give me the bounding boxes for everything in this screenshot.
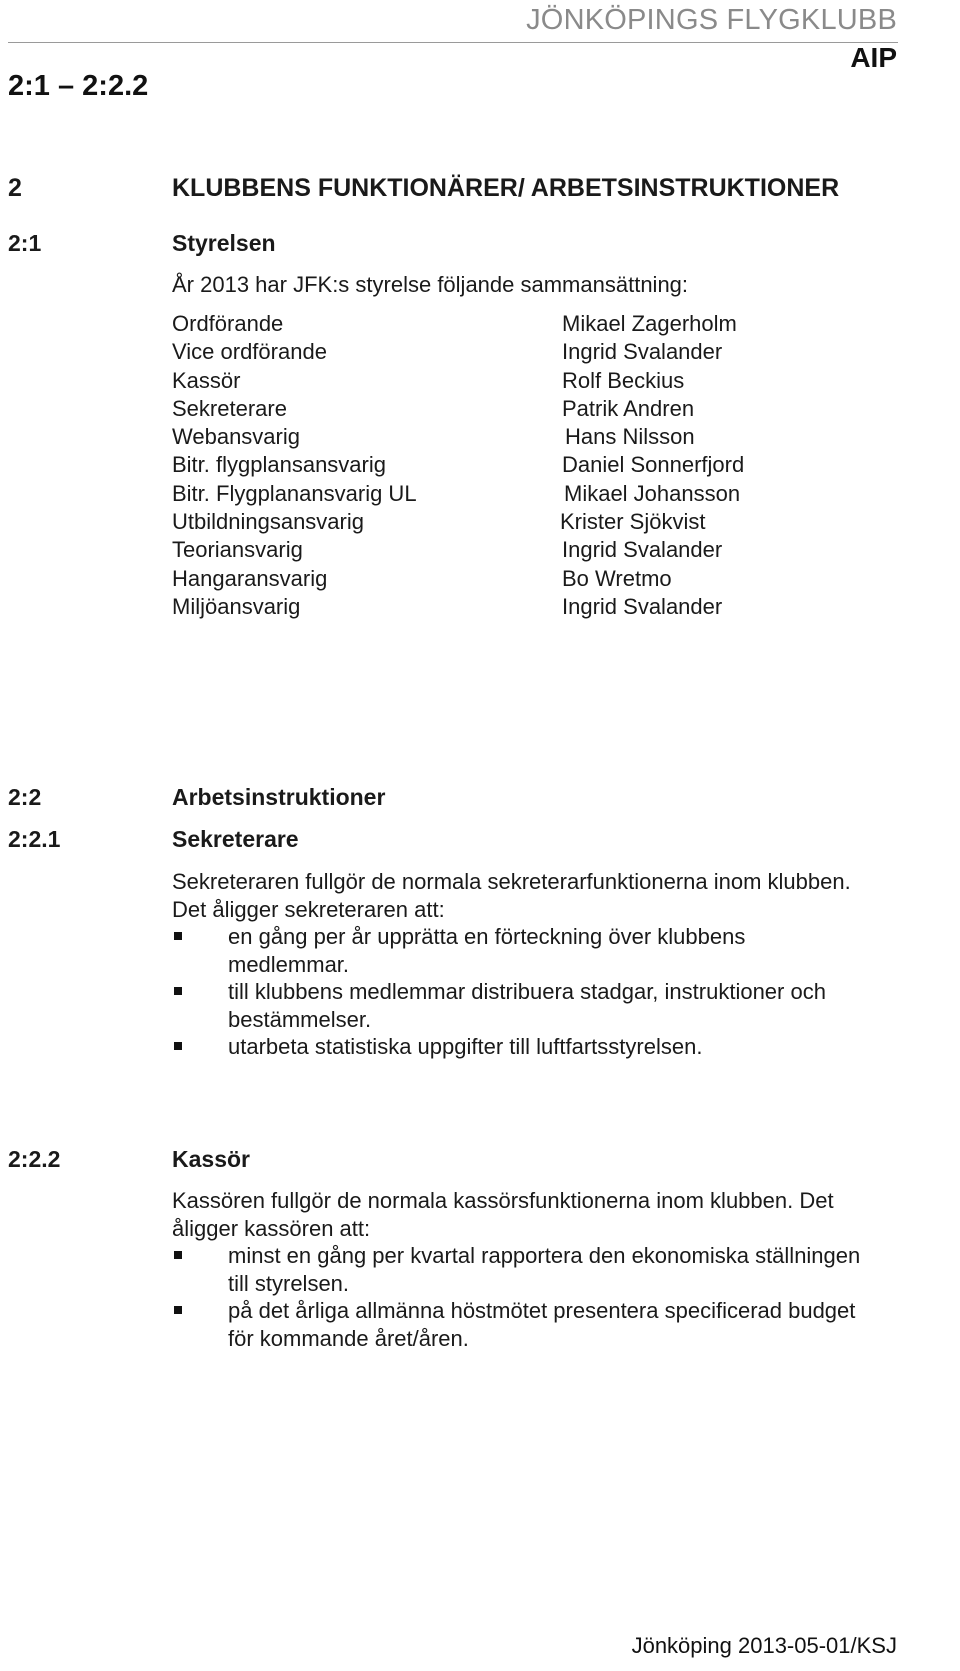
member-name: Ingrid Svalander (562, 339, 723, 365)
square-bullet-icon (174, 1042, 182, 1050)
square-bullet-icon (174, 987, 182, 995)
square-bullet-icon (174, 1251, 182, 1259)
secretary-instructions (172, 868, 912, 1061)
subsection-title: Kassör (172, 1146, 250, 1172)
subsection-title: Sekreterare (172, 826, 299, 852)
list-item (172, 1242, 912, 1297)
role: Bitr. flygplansansvarig (172, 452, 386, 478)
role: Kassör (172, 367, 241, 393)
role: Webansvarig (172, 424, 300, 450)
section-number: 2:1 (8, 230, 42, 256)
roster-row (172, 395, 772, 423)
member-name: Hans Nilsson (565, 424, 695, 450)
chapter-title: KLUBBENS FUNKTIONÄRER/ ARBETSINSTRUKTIONER (172, 174, 840, 202)
section-title: Arbetsinstruktioner (172, 784, 386, 810)
role: Teoriansvarig (172, 537, 303, 563)
roster-row (172, 451, 772, 479)
member-name: Mikael Zagerholm (562, 311, 737, 336)
roster-row (172, 480, 772, 508)
list-item (172, 1033, 912, 1061)
treasurer-instructions (172, 1187, 912, 1352)
member-name: Ingrid Svalander (562, 593, 723, 619)
chapter-number: 2 (8, 174, 22, 202)
duty-list (172, 1242, 912, 1352)
subsection-number: 2:2.2 (8, 1146, 61, 1172)
role: Vice ordförande (172, 339, 327, 365)
board-roster (172, 310, 772, 621)
list-item-text: på det årliga allmänna höstmötet presentera specificerad budget (228, 1298, 856, 1323)
list-item-text: till klubbens medlemmar distribuera stadgar, instruktioner och (228, 979, 826, 1004)
board-intro: År 2013 har JFK:s styrelse följande sammansättning: (172, 272, 689, 297)
paragraph-line: Det åligger sekreteraren att: (172, 896, 445, 922)
role: Utbildningsansvarig (172, 509, 364, 535)
member-name: Krister Sjökvist (560, 509, 706, 535)
roster-row (172, 536, 772, 564)
member-name: Mikael Johansson (564, 480, 741, 506)
paragraph-line: åligger kassören att: (172, 1215, 371, 1241)
header-rule (8, 42, 898, 43)
list-item-text: medlemmar. (228, 951, 350, 977)
list-item (172, 978, 912, 1033)
member-name: Rolf Beckius (562, 367, 685, 393)
square-bullet-icon (174, 932, 182, 940)
role: Ordförande (172, 311, 284, 336)
page-footer: Jönköping 2013-05-01/KSJ (631, 1633, 897, 1658)
list-item-text: minst en gång per kvartal rapportera den ekonomiska ställningen (228, 1243, 861, 1268)
role: Bitr. Flygplanansvarig UL (172, 480, 417, 506)
roster-row (172, 565, 772, 593)
member-name: Ingrid Svalander (562, 537, 723, 563)
list-item-text: för kommande året/åren. (228, 1325, 469, 1351)
role: Sekreterare (172, 395, 287, 421)
list-item (172, 1297, 912, 1352)
member-name: Daniel Sonnerfjord (562, 452, 745, 478)
club-name: JÖNKÖPINGS FLYGKLUBB (526, 4, 897, 36)
paragraph-line: Sekreteraren fullgör de normala sekreterarfunktionerna inom klubben. (172, 869, 851, 894)
square-bullet-icon (174, 1306, 182, 1314)
roster-row (172, 338, 772, 366)
list-item-text: till styrelsen. (228, 1270, 350, 1296)
roster-row (172, 593, 772, 621)
duty-list (172, 923, 912, 1061)
list-item-text: bestämmelser. (228, 1006, 372, 1032)
section-number: 2:2 (8, 784, 42, 810)
document-type: AIP (850, 42, 897, 73)
member-name: Bo Wretmo (562, 565, 672, 591)
member-name: Patrik Andren (562, 395, 695, 421)
subsection-number: 2:2.1 (8, 826, 61, 852)
list-item-text: utarbeta statistiska uppgifter till luftfartsstyrelsen. (228, 1034, 703, 1059)
role: Miljöansvarig (172, 593, 301, 619)
roster-row (172, 367, 772, 395)
paragraph-line: Kassören fullgör de normala kassörsfunktionerna inom klubben. Det (172, 1188, 834, 1213)
section-range: 2:1 – 2:2.2 (8, 70, 149, 102)
role: Hangaransvarig (172, 565, 328, 591)
list-item-text: en gång per år upprätta en förteckning över klubbens (228, 924, 746, 949)
section-title: Styrelsen (172, 230, 276, 256)
roster-row (172, 310, 772, 338)
roster-row (172, 508, 772, 536)
roster-row (172, 423, 772, 451)
list-item (172, 923, 912, 978)
